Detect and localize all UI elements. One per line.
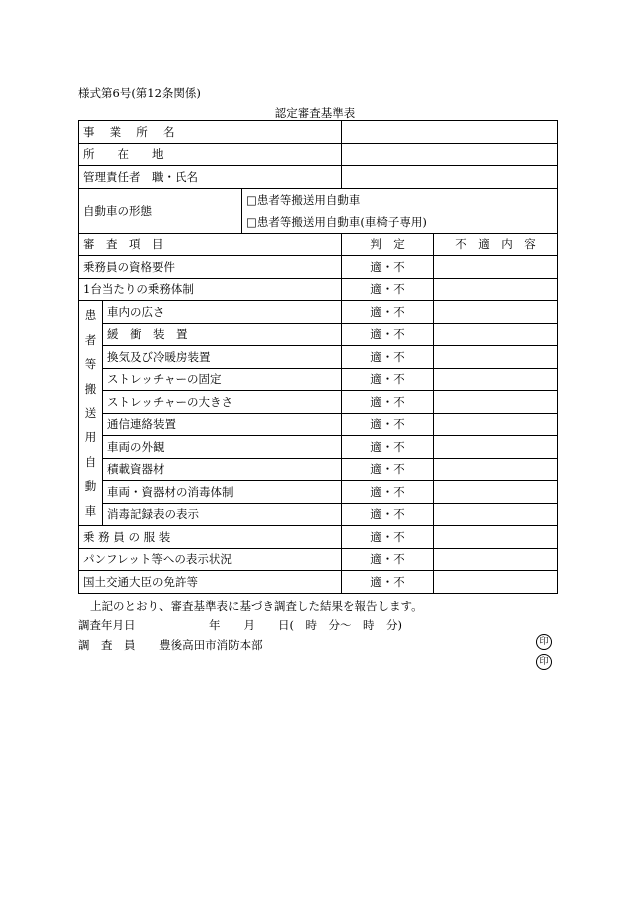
- header-reason: 不 適 内 容: [434, 233, 558, 256]
- vehicle-group-char: 者: [84, 332, 97, 347]
- table-row: [79, 256, 558, 279]
- office-name-field[interactable]: [342, 121, 558, 144]
- criteria-item: 国土交通大臣の免許等: [79, 571, 342, 594]
- table-header-row: [79, 233, 558, 256]
- document-title: 認定審査基準表: [274, 106, 356, 120]
- vehicle-group-label: [79, 301, 103, 526]
- office-name-label: 事 業 所 名: [79, 121, 342, 144]
- criteria-item: 乗務員の資格要件: [79, 256, 342, 279]
- reason-cell[interactable]: [434, 256, 558, 279]
- vehicle-group-char: 等: [84, 357, 97, 372]
- judgment-cell[interactable]: 適・不: [342, 571, 434, 594]
- seal-mark-1: 印: [536, 634, 552, 650]
- vehicle-group-char: 送: [84, 405, 97, 420]
- judgment-cell[interactable]: 適・不: [342, 391, 434, 414]
- reason-cell[interactable]: [434, 436, 558, 459]
- judgment-cell[interactable]: 適・不: [342, 481, 434, 504]
- survey-date-line: [78, 617, 402, 633]
- table-row: [79, 436, 558, 459]
- judgment-cell[interactable]: 適・不: [342, 548, 434, 571]
- vehicle-form-label: 自動車の形態: [79, 188, 242, 233]
- table-row: [79, 481, 558, 504]
- vehicle-group-char: 自: [84, 454, 97, 469]
- table-row: [79, 413, 558, 436]
- table-row: [79, 346, 558, 369]
- judgment-cell[interactable]: 適・不: [342, 503, 434, 526]
- survey-date-label: 調査年月日: [78, 618, 136, 632]
- vehicle-form-option-standard[interactable]: □患者等搬送用自動車: [246, 192, 361, 207]
- vehicle-group-char: 患: [84, 308, 97, 323]
- reason-cell[interactable]: [434, 278, 558, 301]
- criteria-item: 通信連絡装置: [103, 413, 342, 436]
- address-label: 所 在 地: [79, 143, 342, 166]
- vehicle-form-option-wheelchair[interactable]: □患者等搬送用自動車(車椅子専用): [246, 214, 427, 229]
- vehicle-group-char: 車: [84, 503, 97, 518]
- reason-cell[interactable]: [434, 526, 558, 549]
- address-field[interactable]: [342, 143, 558, 166]
- form-number: 様式第6号(第12条関係): [78, 86, 201, 100]
- reason-cell[interactable]: [434, 346, 558, 369]
- manager-label: 管理責任者 職・氏名: [79, 166, 342, 189]
- judgment-cell[interactable]: 適・不: [342, 278, 434, 301]
- criteria-item: 車両の外観: [103, 436, 342, 459]
- info-row: [79, 143, 558, 166]
- info-row: [79, 121, 558, 144]
- criteria-item: 消毒記録表の表示: [103, 503, 342, 526]
- reason-cell[interactable]: [434, 548, 558, 571]
- judgment-cell[interactable]: 適・不: [342, 436, 434, 459]
- criteria-item: 車内の広さ: [103, 301, 342, 324]
- table-row: [79, 278, 558, 301]
- criteria-item: 1台当たりの乗務体制: [79, 278, 342, 301]
- vehicle-form-options: [242, 188, 558, 233]
- criteria-item: 換気及び冷暖房装置: [103, 346, 342, 369]
- judgment-cell[interactable]: 適・不: [342, 368, 434, 391]
- header-judgment: 判 定: [342, 233, 434, 256]
- seal-mark-2: 印: [536, 654, 552, 670]
- inspector-line: [78, 637, 263, 653]
- table-row: [79, 368, 558, 391]
- judgment-cell[interactable]: 適・不: [342, 526, 434, 549]
- table-row: [79, 301, 558, 324]
- judgment-cell[interactable]: 適・不: [342, 413, 434, 436]
- vehicle-group-char: 用: [84, 430, 97, 445]
- judgment-cell[interactable]: 適・不: [342, 301, 434, 324]
- judgment-cell[interactable]: 適・不: [342, 346, 434, 369]
- manager-field[interactable]: [342, 166, 558, 189]
- criteria-item: ストレッチャーの大きさ: [103, 391, 342, 414]
- judgment-cell[interactable]: 適・不: [342, 323, 434, 346]
- table-row: [79, 323, 558, 346]
- reason-cell[interactable]: [434, 458, 558, 481]
- judgment-cell[interactable]: 適・不: [342, 256, 434, 279]
- reason-cell[interactable]: [434, 503, 558, 526]
- criteria-table: [78, 120, 558, 594]
- inspector-office: 豊後高田市消防本部: [159, 638, 263, 652]
- criteria-item: 積載資器材: [103, 458, 342, 481]
- reason-cell[interactable]: [434, 481, 558, 504]
- judgment-cell[interactable]: 適・不: [342, 458, 434, 481]
- criteria-item: 緩 衝 装 置: [103, 323, 342, 346]
- survey-date-fields[interactable]: 年 月 日( 時 分〜 時 分): [209, 618, 402, 632]
- vehicle-group-char: 搬: [84, 381, 97, 396]
- report-statement: 上記のとおり、審査基準表に基づき調査した結果を報告します。: [90, 599, 423, 613]
- inspector-label: 調 査 員: [78, 638, 136, 652]
- info-row: [79, 166, 558, 189]
- criteria-item: 車両・資器材の消毒体制: [103, 481, 342, 504]
- reason-cell[interactable]: [434, 323, 558, 346]
- reason-cell[interactable]: [434, 301, 558, 324]
- reason-cell[interactable]: [434, 413, 558, 436]
- table-row: [79, 526, 558, 549]
- reason-cell[interactable]: [434, 571, 558, 594]
- criteria-item: パンフレット等への表示状況: [79, 548, 342, 571]
- header-item: 審 査 項 目: [79, 233, 342, 256]
- table-row: [79, 503, 558, 526]
- table-row: [79, 571, 558, 594]
- vehicle-group-char: 動: [84, 479, 97, 494]
- criteria-item: 乗 務 員 の 服 装: [79, 526, 342, 549]
- vehicle-form-row: [79, 188, 558, 233]
- table-row: [79, 458, 558, 481]
- table-row: [79, 391, 558, 414]
- table-row: [79, 548, 558, 571]
- criteria-item: ストレッチャーの固定: [103, 368, 342, 391]
- reason-cell[interactable]: [434, 391, 558, 414]
- reason-cell[interactable]: [434, 368, 558, 391]
